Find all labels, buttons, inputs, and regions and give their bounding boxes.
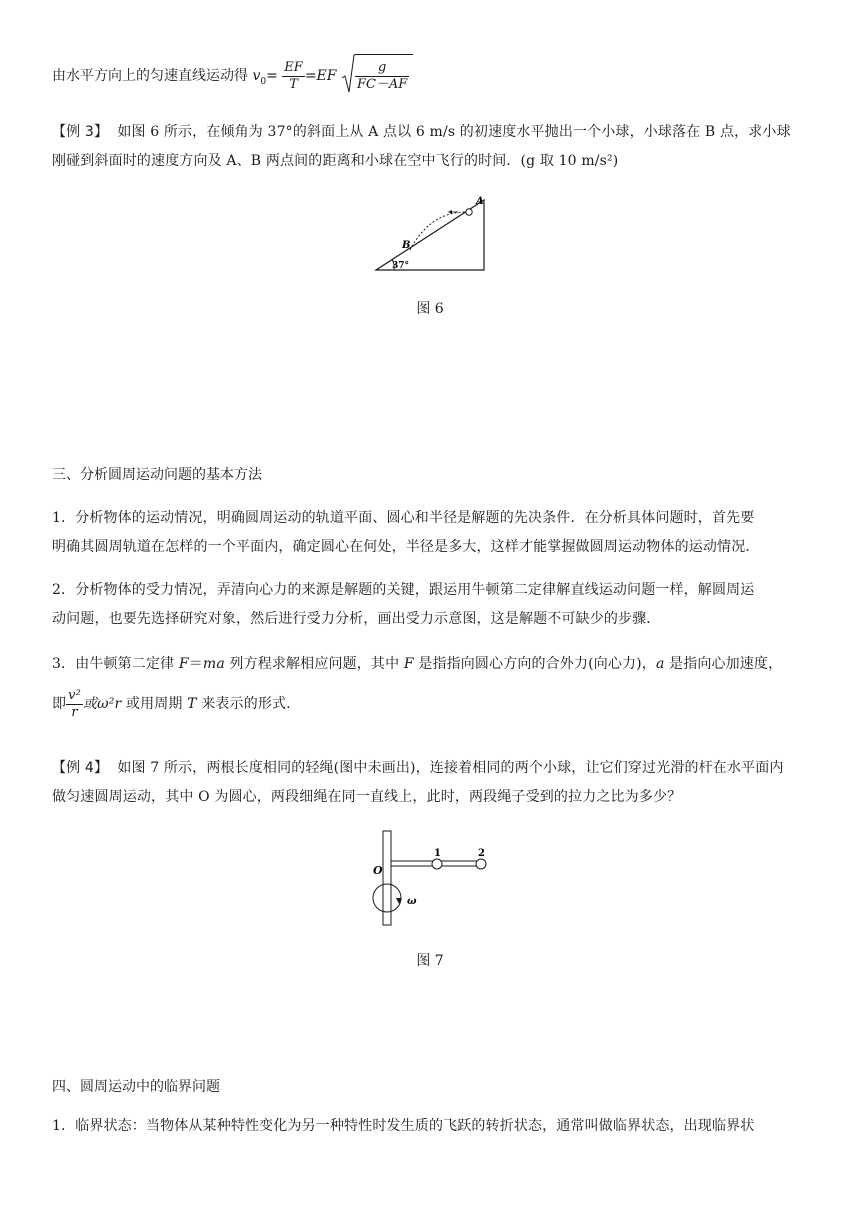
intro-lead-text: 由水平方向上的匀速直线运动得 — [52, 68, 248, 84]
example-4-tag: 【例 4】 — [52, 760, 109, 776]
fraction-numerator: EF — [284, 59, 303, 75]
example-4-line-2: 做匀速圆周运动，其中 O 为圆心，两段细绳在同一直线上，此时，两段绳子受到的拉力之比为多少？ — [52, 789, 682, 805]
point-b-label: B — [402, 240, 411, 251]
point-a-label: A — [476, 196, 484, 207]
figure-6-caption: 图 6 — [416, 301, 444, 317]
figure-7-caption: 图 7 — [416, 953, 444, 969]
ef-symbol: EF — [316, 68, 337, 84]
example-4-line-1: 如图 7 所示，两根长度相同的轻绳(图中未画出)，连接着相同的两个小球，让它们穿过光滑的杆在水平面内 — [117, 760, 784, 776]
paragraph-2-line-1: 2．分析物体的受力情况，弄清向心力的来源是解题的关键，跟运用牛顿第二定律解直线运动问题一样，解圆周运 — [52, 582, 755, 598]
example-3-line-1: 如图 6 所示，在倾角为 37°的斜面上从 A 点以 6 m/s 的初速度水平抛出一个小球，小球落在 B 点，求小球 — [117, 124, 791, 140]
paragraph-1-line-2: 明确其圆周轨道在怎样的一个平面内，确定圆心在何处，半径是多大，这样才能掌握做圆周运动物体的运动情况． — [52, 539, 760, 555]
fraction-denominator: T — [289, 76, 298, 92]
ball-1-label: 1 — [434, 848, 441, 859]
section-4-paragraph-1 — [52, 1112, 812, 1141]
v0-subscript: 0 — [260, 76, 267, 87]
section-3-title: 三、分析圆周运动问题的基本方法 — [52, 467, 262, 483]
ball-2-label: 2 — [478, 848, 485, 859]
section-3-paragraph-3 — [52, 650, 812, 721]
root-denominator: FC－AF — [356, 76, 408, 92]
intro-formula-line — [52, 56, 812, 96]
equals-sign: = — [266, 68, 278, 84]
center-o-label: O — [373, 864, 383, 877]
fraction-ef-over-t — [282, 60, 305, 93]
example-3-line-2: 刚碰到斜面时的速度方向及 A、B 两点间的距离和小球在空中飞行的时间．(g 取 10 m/s²) — [52, 153, 619, 169]
figure-6-incline — [370, 192, 495, 277]
paragraph-2-line-2: 动问题，也要先选择研究对象，然后进行受力分析，画出受力示意图，这是解题不可缺少的步骤． — [52, 611, 661, 627]
omega-label: ω — [407, 896, 417, 907]
root-numerator: g — [355, 60, 409, 77]
paragraph-3-line-1: 3．由牛顿第二定律 F＝ma 列方程求解相应问题，其中 F 是指指向圆心方向的合外力(向心力)，a 是指向心加速度， — [52, 656, 783, 672]
section-4-line-1: 1．临界状态：当物体从某种特性变化为另一种特性时发生质的飞跃的转折状态，通常叫做临界状态，出现临界状 — [52, 1118, 755, 1134]
radical-sign-icon — [341, 54, 355, 94]
square-root — [341, 56, 409, 96]
example-3-tag: 【例 3】 — [52, 124, 109, 140]
section-4-title: 四、圆周运动中的临界问题 — [52, 1079, 220, 1095]
example-4-text — [52, 754, 812, 812]
fraction-g-over-fc-af — [355, 60, 409, 93]
paragraph-1-line-1: 1．分析物体的运动情况，明确圆周运动的轨道平面、圆心和半径是解题的先决条件．在分析具体问题时，首先要 — [52, 510, 755, 526]
section-3-paragraph-2 — [52, 576, 812, 634]
paragraph-3-line-2: 即 $\frac{\text{v²}}{r}$ 或ω²r 或用周期 T 来表示的形式. — [52, 687, 291, 720]
example-3-text — [52, 118, 812, 176]
v0-symbol: v — [252, 68, 261, 84]
equals-sign-2: = — [304, 68, 317, 84]
section-3-paragraph-1 — [52, 504, 812, 562]
v-squared-over-r: $\frac{\text{v²}}{r}$ — [68, 687, 82, 720]
figure-7-rotating-rod — [365, 828, 495, 928]
angle-label: 37° — [392, 261, 410, 271]
